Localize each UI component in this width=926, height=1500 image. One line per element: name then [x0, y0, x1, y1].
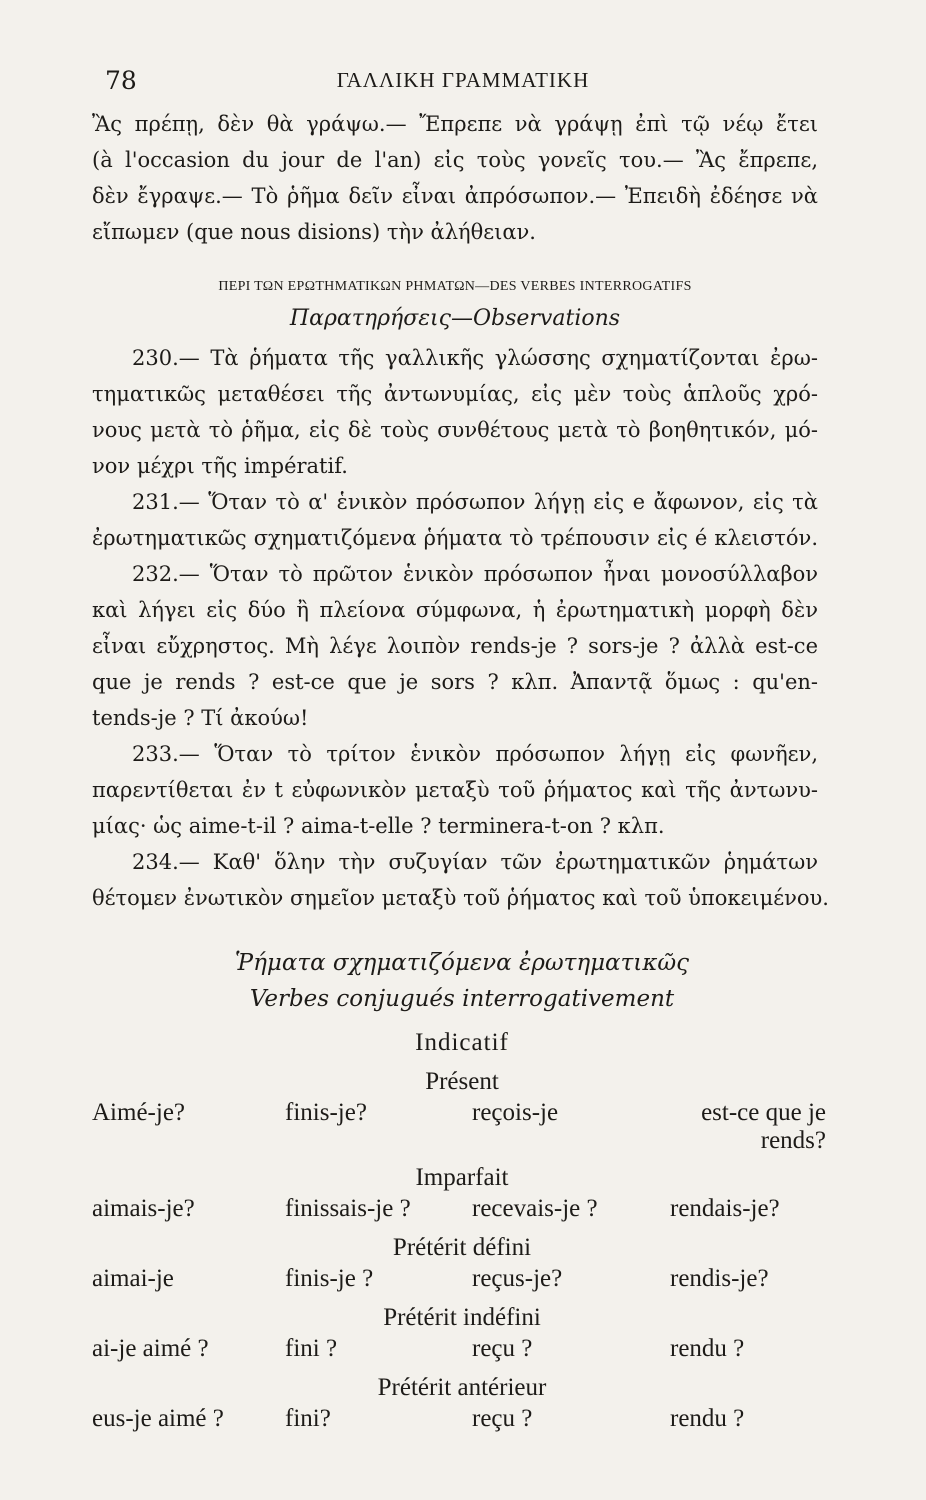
section-heading: ΠΕΡΙ ΤΩΝ ΕΡΩΤΗΜΑΤΙΚΩΝ ΡΗΜΑΤΩΝ—DES VERBES INTERROGATIFS	[218, 279, 692, 294]
tense-heading: Prétérit indéfini	[383, 1304, 541, 1331]
paragraph-line: νον μέχρι τῆς impératif.	[92, 454, 348, 478]
conjugation-table	[92, 945, 832, 1441]
verb-form: aimais-je?	[92, 1195, 195, 1222]
paragraph-line: μίας· ὡς aime-t-il ? aima-t-elle ? terminera-t-on ? κλπ.	[92, 814, 665, 838]
conjugation-title-french: Verbes conjugués interrogativement	[249, 986, 675, 1012]
body-text	[92, 106, 829, 916]
paragraph-line: que je rends ? est-ce que je sors ? κλπ. Ἀπαντᾷ ὅμως : qu'en-	[92, 670, 818, 694]
page-number: 78	[105, 66, 137, 95]
intro-line: (à l'occasion du jour de l'an) εἰς τοὺς γονεῖς του.— Ἂς ἔπρεπε,	[92, 148, 818, 172]
conjugation-row	[92, 1335, 832, 1371]
verb-form: rendu ?	[670, 1405, 745, 1432]
intro-line: εἴπωμεν (que nous disions) τὴν ἀλήθειαν.	[92, 220, 536, 244]
paragraph-line: ἐρωτηματικῶς σχηματιζόμενα ῥήματα τὸ τρέπουσιν εἰς é κλειστόν.	[92, 526, 818, 550]
paragraph-line: 231.— Ὅταν τὸ α' ἑνικὸν πρόσωπον λήγῃ εἰς e ἄφωνον, εἰς τὰ	[132, 490, 818, 514]
verb-form: finis-je ?	[285, 1265, 374, 1292]
tense-heading: Prétérit défini	[392, 1234, 532, 1261]
tense-heading: Présent	[425, 1068, 499, 1095]
verb-form: reçu ?	[472, 1405, 533, 1432]
verb-form: aimai-je	[92, 1265, 174, 1292]
paragraph-line: παρεντίθεται ἐν t εὐφωνικὸν μεταξὺ τοῦ ῥήματος καὶ τῆς ἀντωνυ-	[92, 778, 818, 802]
verb-form: Aimé-je?	[92, 1099, 186, 1126]
verb-form: ai-je aimé ?	[92, 1335, 209, 1362]
paragraph-line: 233.— Ὅταν τὸ τρίτον ἑνικὸν πρόσωπον λήγῃ εἰς φωνῆεν,	[132, 742, 818, 766]
paragraph-234	[92, 844, 829, 916]
paragraph-line: καὶ λήγει εἰς δύο ἢ πλείονα σύμφωνα, ἡ ἐρωτηματικὴ μορφὴ δὲν	[92, 598, 818, 622]
conjugation-row	[92, 1265, 832, 1301]
tense-heading: Prétérit antérieur	[377, 1374, 547, 1401]
page-header	[105, 66, 821, 102]
mood-heading: Indicatif	[415, 1029, 509, 1056]
running-title: ΓΑΛΛΙΚΗ ΓΡΑΜΜΑΤΙΚΗ	[336, 68, 590, 92]
paragraph-231	[92, 484, 818, 556]
verb-form: eus-je aimé ?	[92, 1405, 224, 1432]
paragraph-line: νους μετὰ τὸ ῥῆμα, εἰς δὲ τοὺς συνθέτους μετὰ τὸ βοηθητικόν, μό-	[92, 418, 818, 442]
paragraph-line: tends-je ? Τί ἀκούω!	[92, 706, 309, 730]
conjugation-row	[92, 1405, 832, 1441]
paragraph-line: 234.— Καθ' ὅλην τὴν συζυγίαν τῶν ἐρωτηματικῶν ῥημάτων	[132, 850, 818, 874]
verb-form: est-ce que je rends?	[701, 1099, 826, 1154]
paragraph-233	[92, 736, 818, 844]
paragraph-line: 230.— Τὰ ῥήματα τῆς γαλλικῆς γλώσσης σχηματίζονται ἐρω-	[132, 346, 818, 370]
paragraph-line: τηματικῶς μεταθέσει τῆς ἀντωνυμίας, εἰς μὲν τοὺς ἁπλοῦς χρό-	[92, 382, 818, 406]
conjugation-row	[92, 1195, 832, 1231]
verb-form: recevais-je ?	[472, 1195, 598, 1222]
paragraph-232	[92, 556, 818, 736]
verb-form: rendais-je?	[670, 1195, 780, 1222]
conjugation-row	[92, 1099, 832, 1161]
verb-form: finissais-je ?	[285, 1195, 411, 1222]
verb-form: rendis-je?	[670, 1265, 769, 1292]
verb-form: rendu ?	[670, 1335, 745, 1362]
verb-form: fini ?	[285, 1335, 338, 1362]
paragraph-line: 232.— Ὅταν τὸ πρῶτον ἑνικὸν πρόσωπον ἦναι μονοσύλλαβον	[132, 562, 818, 586]
verb-form: reçois-je	[472, 1099, 559, 1126]
intro-line: Ἂς πρέπῃ, δὲν θὰ γράψω.— Ἔπρεπε νὰ γράψῃ ἐπὶ τῷ νέῳ ἔτει	[92, 112, 818, 136]
tense-heading: Imparfait	[415, 1164, 509, 1191]
verb-form: fini?	[285, 1405, 331, 1432]
intro-line: δὲν ἔγραψε.— Τὸ ῥῆμα δεῖν εἶναι ἀπρόσωπον.— Ἐπειδὴ ἐδέησε νὰ	[92, 184, 818, 208]
conjugation-title-greek: Ῥήματα σχηματιζόμενα ἐρωτηματικῶς	[234, 950, 690, 976]
section-subheading: Παρατηρήσεις—Observations	[289, 306, 621, 331]
verb-form: reçus-je?	[472, 1265, 563, 1292]
paragraph-line: θέτομεν ἐνωτικὸν σημεῖον μεταξὺ τοῦ ῥήματος καὶ τοῦ ὑποκειμένου.	[92, 886, 829, 910]
paragraph-line: εἶναι εὔχρηστος. Μὴ λέγε λοιπὸν rends-je ? sors-je ? ἀλλὰ est-ce	[92, 634, 818, 658]
verb-form: reçu ?	[472, 1335, 533, 1362]
paragraph-230	[92, 340, 818, 484]
verb-form: finis-je?	[285, 1099, 367, 1126]
